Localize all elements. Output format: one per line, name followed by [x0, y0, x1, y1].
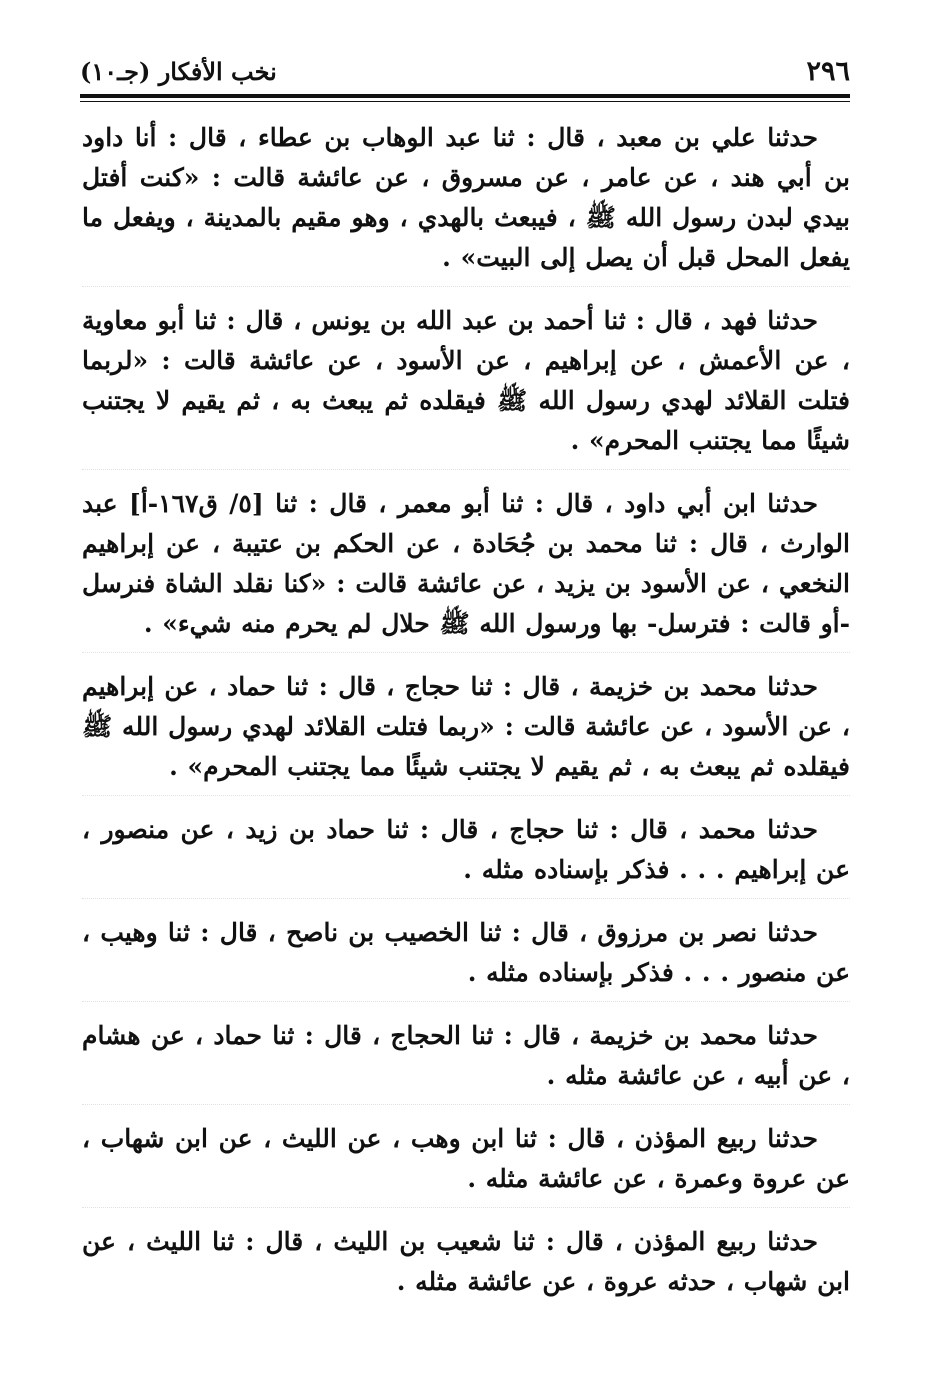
body-text [82, 118, 850, 1324]
paragraph-7: حدثنا محمد بن خزيمة ، قال : ثنا الحجاج ، قال : ثنا حماد ، عن هشام ، عن أبيه ، عن عائشة مثله . [82, 1016, 850, 1105]
paragraph-2: حدثنا فهد ، قال : ثنا أحمد بن عبد الله بن يونس ، قال : ثنا أبو معاوية ، عن الأعمش ، عن إبراهيم ، عن الأسود ، عن عائشة قالت : «لربما فتلت القلائد لهدي رسول الله ﷺ فيقلده ثم يبعث به ، ثم يقيم لا يجتنب شيئًا مما يجتنب المحرم» . [82, 301, 850, 470]
paragraph-3: حدثنا ابن أبي داود ، قال : ثنا أبو معمر ، قال : ثنا [٥/ ق١٦٧-أ] عبد الوارث ، قال : ثنا محمد بن جُحَادة ، عن الحكم بن عتيبة ، عن إبراهيم النخعي ، عن الأسود بن يزيد ، عن عائشة قالت : «كنا نقلد الشاة فنرسل -أو قالت : فترسل- بها ورسول الله ﷺ حلال لم يحرم منه شيء» . [82, 484, 850, 653]
paragraph-9: حدثنا ربيع المؤذن ، قال : ثنا شعيب بن الليث ، قال : ثنا الليث ، عن ابن شهاب ، حدثه عروة ، عن عائشة مثله . [82, 1227, 850, 1296]
paragraph-5: حدثنا محمد ، قال : ثنا حجاج ، قال : ثنا حماد بن زيد ، عن منصور ، عن إبراهيم . . . فذكر بإسناده مثله . [82, 810, 850, 899]
page-header [80, 52, 850, 92]
paragraph-1: حدثنا علي بن معبد ، قال : ثنا عبد الوهاب بن عطاء ، قال : أنا داود بن أبي هند ، عن عامر ، عن مسروق ، عن عائشة قالت : «كنت أفتل بيدي لبدن رسول الله ﷺ ، فيبعث بالهدي ، وهو مقيم بالمدينة ، ويفعل ما يفعل المحل قبل أن يصل إلى البيت» . [82, 118, 850, 287]
running-title: نخب الأفكار (جـ١٠) [80, 57, 277, 86]
paragraph-6: حدثنا نصر بن مرزوق ، قال : ثنا الخصيب بن ناصح ، قال : ثنا وهيب ، عن منصور . . . فذكر بإسناده مثله . [82, 913, 850, 1002]
paragraph-4: حدثنا محمد بن خزيمة ، قال : ثنا حجاج ، قال : ثنا حماد ، عن إبراهيم ، عن الأسود ، عن عائشة قالت : «ربما فتلت القلائد لهدي رسول الله ﷺ فيقلده ثم يبعث به ، ثم يقيم لا يجتنب شيئًا مما يجتنب المحرم» . [82, 667, 850, 796]
paragraph-8: حدثنا ربيع المؤذن ، قال : ثنا ابن وهب ، عن الليث ، عن ابن شهاب ، عن عروة وعمرة ، عن عائشة مثله . [82, 1119, 850, 1208]
header-rule-thick [80, 94, 850, 98]
header-rule-thin [80, 101, 850, 102]
page-number: ٢٩٦ [806, 56, 850, 87]
